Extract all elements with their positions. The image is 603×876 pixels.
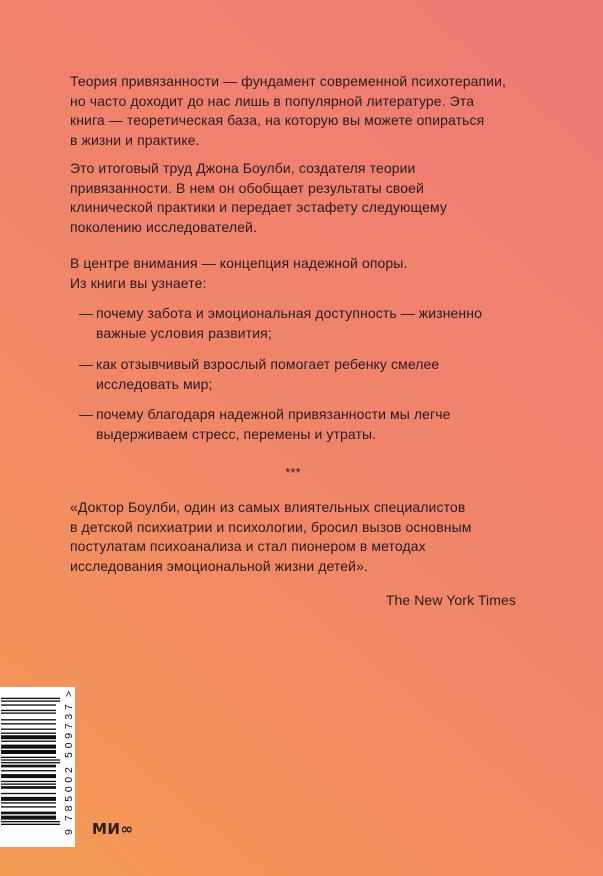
quote-line: постулатам психоанализа и стал пионером в методах [70,538,426,555]
barcode-bar [1,783,56,784]
barcode-bar [1,704,56,705]
text-line: Из книги вы узнаете: [70,274,207,291]
description-paragraph [70,159,447,237]
barcode-bar [1,793,56,794]
barcode-bar [1,729,56,730]
barcode-digits-right: 509737 [63,704,75,758]
text-line: привязанности. В нем он обобщает результаты своей [70,179,424,196]
barcode-bar [1,774,56,778]
bullet-text [96,405,451,444]
text-line: но часто доходит до нас лишь в популярной литературе. Эта [70,92,475,109]
barcode-bar [1,824,60,825]
text-line: поколению исследователей. [70,218,257,235]
bullet-text [96,304,482,343]
barcode-digits-left: 785002 [63,767,75,821]
publisher-logo: МИ∞ [92,820,134,838]
barcode-bar [1,762,60,763]
description-paragraph [70,72,506,150]
bullet-text [96,355,439,394]
quote-line: исследования эмоциональной жизни детей». [70,557,368,574]
text-line: клинической практики и передает эстафету следующему [70,199,447,216]
bullet-dash: — [79,305,94,321]
text-line: в жизни и практике. [70,131,200,148]
review-quote [70,498,471,576]
text-line: как отзывчивый взрослый помогает ребенку смелее [96,356,440,372]
barcode-bar [1,750,56,754]
quote-source: The New York Times [385,592,516,608]
text-line: исследовать мир; [96,375,213,392]
text-line: важные условия развития; [96,324,272,341]
barcode-quiet-zone-mark: > [63,690,75,697]
barcode-bar [1,816,56,820]
text-line: Это итоговый труд Джона Боулби, создателя теории [70,160,416,176]
bullet-dash: — [79,356,94,372]
barcode-bar [1,757,56,758]
text-line: почему забота и эмоциональная доступность — жизненно [96,305,482,321]
barcode-bar [1,741,56,742]
barcode-bar [1,821,60,822]
quote-line: «Доктор Боулби, один из самых влиятельных специалистов [70,499,466,515]
barcode-bar [1,735,56,739]
description-paragraph [70,254,407,293]
text-line: почему благодаря надежной привязанности мы легче [96,406,451,422]
barcode-bar [1,806,56,807]
barcode-bar [1,786,56,789]
barcode-bar [1,745,56,749]
barcode-digit-first: 9 [63,829,75,835]
barcode-bar [1,765,56,768]
barcode-bar [1,698,60,699]
text-line: книга — теоретическая база, на которую вы можете опираться [70,112,485,129]
barcode-bar [1,719,56,720]
isbn-barcode [0,687,75,847]
barcode-bar [1,802,56,803]
text-line: В центре внимания — концепция надежной опоры. [70,255,408,271]
barcode-bar [1,781,56,782]
barcode-bar [1,759,60,760]
barcode-bar [1,723,56,724]
barcode-bar [1,710,56,711]
barcode-bar [1,797,56,801]
barcode-bar [1,712,56,713]
text-line: выдерживаем стресс, перемены и утраты. [96,425,377,442]
barcode-bar [1,700,60,701]
barcode-bar [1,812,56,815]
section-separator: *** [285,465,301,480]
barcode-bar [1,733,56,734]
text-line: Теория привязанности — фундамент современной психотерапии, [70,73,506,89]
barcode-bar [1,770,56,771]
quote-line: в детской психиатрии и психологии, бросил вызов основным [70,518,472,535]
bullet-dash: — [79,406,94,422]
